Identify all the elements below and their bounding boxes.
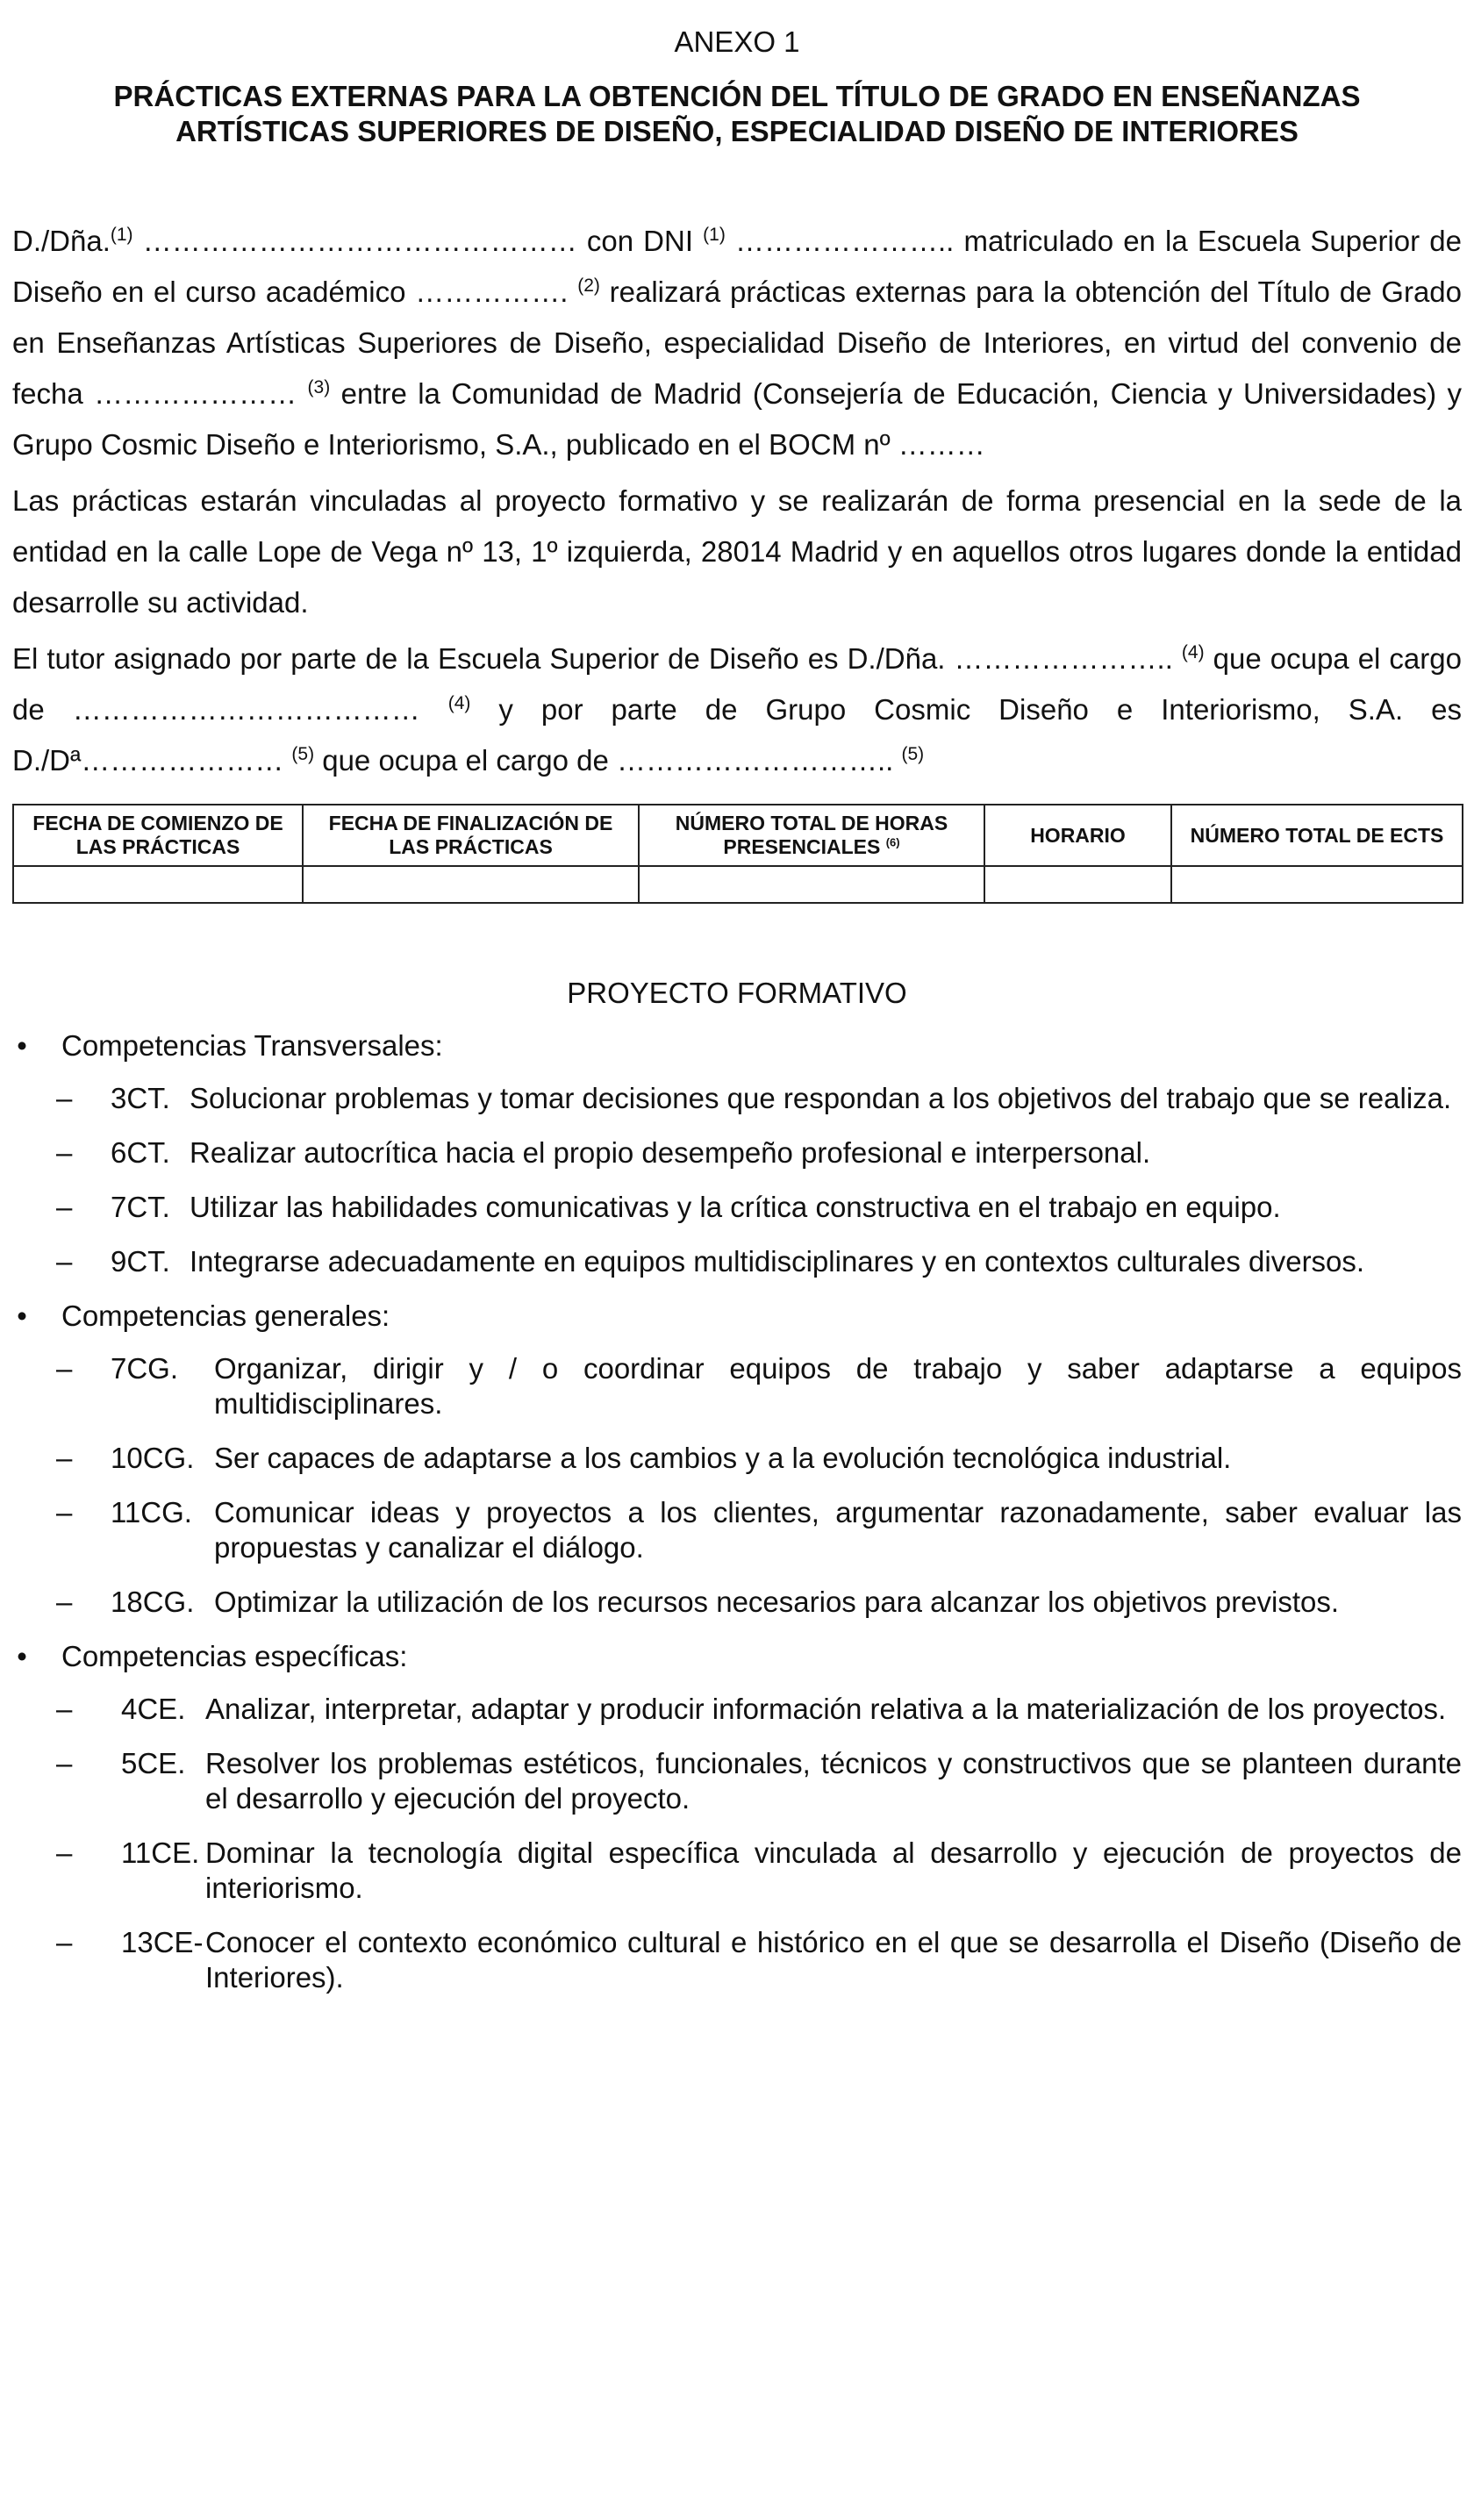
bullet-icon: • [17,1640,27,1672]
document-title [12,79,1462,149]
competency-text: Solucionar problemas y tomar decisiones que respondan a los objetivos del trabajo que se realiza. [190,1082,1452,1114]
list-item [12,1585,1462,1620]
list-item [12,1244,1462,1279]
footnote-ref-4: (4) [1181,642,1205,662]
dash-icon: – [56,1693,73,1725]
competency-code: 4CE. [121,1693,186,1725]
bullet-icon: • [17,1029,27,1062]
practicas-table [12,804,1463,904]
list-item [12,1746,1462,1816]
p3-text-2: que ocupa el cargo de ……………………………… [12,642,1462,726]
dash-icon: – [56,1586,73,1618]
document-content [12,25,1462,1995]
competency-text: Optimizar la utilización de los recursos necesarios para alcanzar los objetivos previstos. [214,1586,1340,1618]
dash-icon: – [56,1836,73,1869]
dash-icon: – [56,1926,73,1958]
footnote-ref-4b: (4) [447,693,471,713]
list-item [12,1441,1462,1476]
list-item [12,1351,1462,1421]
dash-icon: – [56,1136,73,1169]
title-line-1: PRÁCTICAS EXTERNAS PARA LA OBTENCIÓN DEL TÍTULO DE GRADO EN ENSEÑANZAS [113,80,1361,112]
list-item [12,1495,1462,1565]
competency-code: 3CT. [111,1082,170,1114]
p1-text-3: ………………….. matriculado en la Escuela Superior de Diseño en el curso académico ……………. [12,225,1462,308]
competency-group-title: Competencias generales: [61,1299,390,1332]
list-item [12,1081,1462,1116]
footnote-ref-5b: (5) [901,744,925,764]
footnote-ref-6: (6) [885,835,900,849]
paragraph-location: Las prácticas estarán vinculadas al proyecto formativo y se realizarán de forma presencial en la sede de la entidad en la calle Lope de Vega nº 13, 1º izquierda, 28014 Madrid y en aquellos otros lugares donde la entidad desarrolle su actividad. [12,484,1462,619]
competency-code: 10CG. [111,1442,195,1474]
competency-code: 9CT. [111,1245,170,1278]
footnote-ref-1: (1) [110,225,133,245]
list-item [12,1692,1462,1727]
dash-icon: – [56,1352,73,1385]
header-schedule: HORARIO [984,805,1171,866]
competency-text: Utilizar las habilidades comunicativas y la crítica constructiva en el trabajo en equipo. [190,1191,1281,1223]
competency-group [12,1299,1462,1334]
header-end-date: FECHA DE FINALIZACIÓN DE LAS PRÁCTICAS [303,805,639,866]
list-item [12,1925,1462,1995]
header-start-date: FECHA DE COMIENZO DE LAS PRÁCTICAS [13,805,303,866]
paragraph-tutor [12,634,1462,786]
cell-start-date[interactable] [13,866,303,903]
competencies-list [12,1028,1462,1995]
paragraph-student [12,216,1462,470]
table-row [13,866,1463,903]
header-total-hours-label: NÚMERO TOTAL DE HORAS PRESENCIALES [675,812,948,858]
bullet-icon: • [17,1299,27,1332]
competency-code: 6CT. [111,1136,170,1169]
cell-end-date[interactable] [303,866,639,903]
competency-code: 5CE. [121,1747,186,1779]
competency-text: Integrarse adecuadamente en equipos multidisciplinares y en contextos culturales diversos. [190,1245,1365,1278]
dash-icon: – [56,1496,73,1528]
competency-text: Organizar, dirigir y / o coordinar equipos de trabajo y saber adaptarse a equipos multidisciplinares. [214,1352,1462,1420]
competency-code: 11CE. [121,1836,200,1869]
footnote-ref-3: (3) [307,377,331,397]
dash-icon: – [56,1245,73,1278]
competency-text: Dominar la tecnología digital específica vinculada al desarrollo y ejecución de proyectos de interiorismo. [205,1836,1462,1904]
footnote-ref-5: (5) [291,744,315,764]
competency-text: Ser capaces de adaptarse a los cambios y a la evolución tecnológica industrial. [214,1442,1232,1474]
list-item [12,1135,1462,1171]
list-item [12,1836,1462,1906]
competency-group-title: Competencias Transversales: [61,1029,443,1062]
p3-text-3: y por parte de Grupo Cosmic Diseño e Interiorismo, S.A. es D./Dª………………… [12,693,1462,777]
competency-code: 11CG. [111,1496,192,1528]
cell-schedule[interactable] [984,866,1171,903]
competency-text: Comunicar ideas y proyectos a los clientes, argumentar razonadamente, saber evaluar las propuestas y canalizar el diálogo. [214,1496,1462,1564]
footnote-ref-2: (2) [577,276,600,296]
cell-total-hours[interactable] [639,866,984,903]
dash-icon: – [56,1191,73,1223]
dash-icon: – [56,1442,73,1474]
p3-text-1: El tutor asignado por parte de la Escuela Superior de Diseño es D./Dña. ………………….. [12,642,1182,675]
competency-code: 7CG. [111,1352,179,1385]
header-total-hours [639,805,984,866]
list-item [12,1190,1462,1225]
competency-group [12,1639,1462,1674]
competency-group-title: Competencias específicas: [61,1640,408,1672]
competency-code: 13CE- [121,1926,204,1958]
p1-text-1: D./Dña. [12,225,111,257]
competency-group [12,1028,1462,1063]
competency-text: Conocer el contexto económico cultural e histórico en el que se desarrolla el Diseño (Diseño de Interiores). [205,1926,1462,1994]
header-ects: NÚMERO TOTAL DE ECTS [1171,805,1463,866]
section-title: PROYECTO FORMATIVO [567,977,907,1009]
competency-code: 18CG. [111,1586,195,1618]
dash-icon: – [56,1082,73,1114]
p3-text-4: que ocupa el cargo de ……………………….. [314,744,902,777]
annex-label: ANEXO 1 [674,25,800,58]
footnote-ref-1b: (1) [703,225,726,245]
table-header-row [13,805,1463,866]
p1-text-5: entre la Comunidad de Madrid (Consejería de Educación, Ciencia y Universidades) y Grupo Cosmic Diseño e Interiorismo, S.A., publicado en el BOCM nº ……… [12,377,1462,461]
dash-icon: – [56,1747,73,1779]
cell-ects[interactable] [1171,866,1463,903]
p1-text-2: ……………………………………… con DNI [132,225,704,257]
p1-text-4: realizará prácticas externas para la obtención del Título de Grado en Enseñanzas Artísticas Superiores de Diseño, especialidad Diseño de Interiores, en virtud del convenio de fecha ………………… [12,276,1463,410]
competency-text: Resolver los problemas estéticos, funcionales, técnicos y constructivos que se planteen durante el desarrollo y ejecución del proyecto. [205,1747,1462,1815]
competency-code: 7CT. [111,1191,170,1223]
title-line-2: ARTÍSTICAS SUPERIORES DE DISEÑO, ESPECIALIDAD DISEÑO DE INTERIORES [175,115,1299,147]
competency-text: Analizar, interpretar, adaptar y producir información relativa a la materialización de los proyectos. [205,1693,1447,1725]
competency-text: Realizar autocrítica hacia el propio desempeño profesional e interpersonal. [190,1136,1151,1169]
